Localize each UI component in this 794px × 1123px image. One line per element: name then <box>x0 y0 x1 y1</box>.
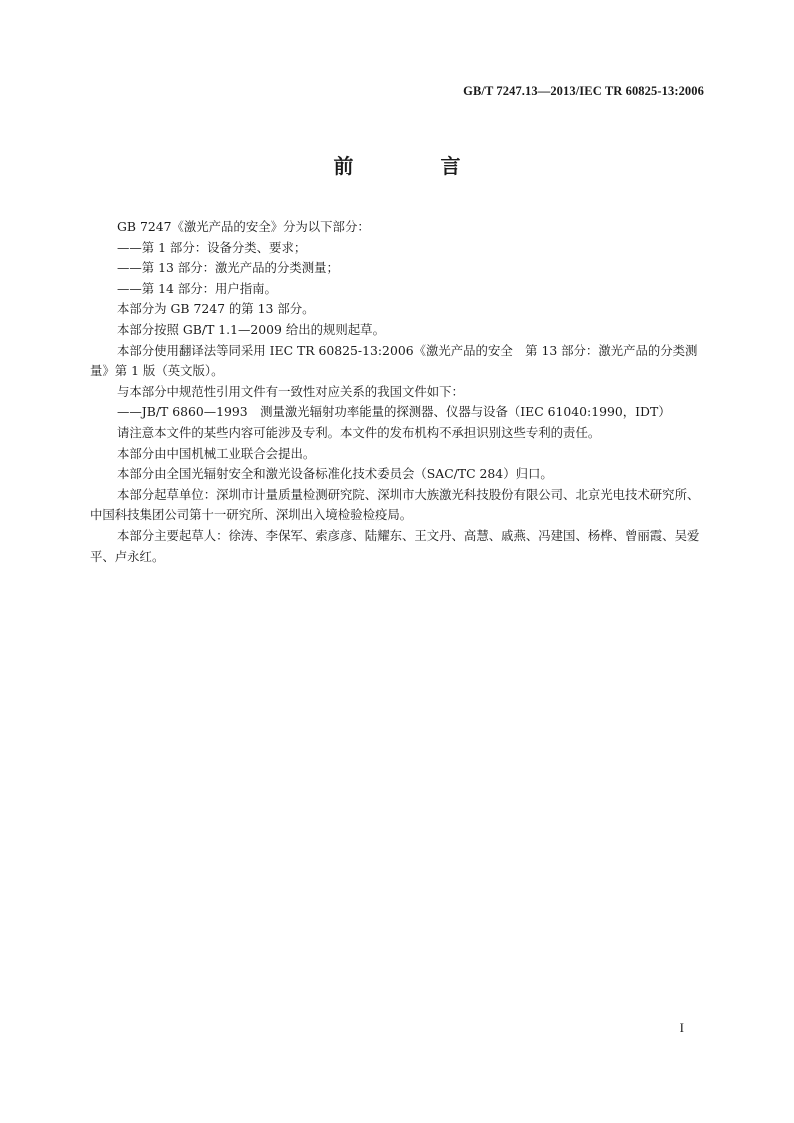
paragraph-part-13: ——第 13 部分：激光产品的分类测量； <box>117 260 339 276</box>
paragraph-this-part: 本部分为 GB 7247 的第 13 部分。 <box>117 301 315 317</box>
paragraph-managed-by: 本部分由全国光辐射安全和激光设备标准化技术委员会（SAC/TC 284）归口。 <box>117 466 553 482</box>
page-title: 前 言 <box>333 154 501 178</box>
paragraph-part-14: ——第 14 部分：用户指南。 <box>117 280 277 296</box>
paragraph-proposed-by: 本部分由中国机械工业联合会提出。 <box>117 445 316 461</box>
paragraph-part-1: ——第 1 部分：设备分类、要求； <box>117 239 307 255</box>
paragraph-drafting-units: 本部分起草单位：深圳市计量质量检测研究院、深圳市大族激光科技股份有限公司、北京光电技术研究所、中国科技集团公司第十一研究所、深圳出入境检验检疫局。 <box>90 486 700 523</box>
paragraph-normative-reference-item: ——JB/T 6860—1993 测量激光辐射功率能量的探测器、仪器与设备（IEC 61040:1990，IDT） <box>117 404 671 420</box>
paragraph-drafting-rules: 本部分按照 GB/T 1.1—2009 给出的规则起草。 <box>117 321 385 337</box>
paragraph-adoption: 本部分使用翻译法等同采用 IEC TR 60825-13:2006《激光产品的安全 第 13 部分：激光产品的分类测量》第 1 版（英文版）。 <box>90 342 698 379</box>
foreword-body <box>90 217 708 567</box>
paragraph-drafters: 本部分主要起草人：徐涛、李保军、索彦彦、陆耀东、王文丹、高慧、戚燕、冯建国、杨桦、曾丽霞、吴爱平、卢永红。 <box>90 527 700 564</box>
page-number: I <box>679 1020 684 1035</box>
paragraph-normative-references-intro: 与本部分中规范性引用文件有一致性对应关系的我国文件如下： <box>117 383 464 399</box>
paragraph-parts-intro: GB 7247《激光产品的安全》分为以下部分： <box>117 219 370 234</box>
paragraph-patent-notice: 请注意本文件的某些内容可能涉及专利。本文件的发布机构不承担识别这些专利的责任。 <box>117 424 601 440</box>
standard-number-header: GB/T 7247.13—2013/IEC TR 60825-13:2006 <box>463 84 704 98</box>
